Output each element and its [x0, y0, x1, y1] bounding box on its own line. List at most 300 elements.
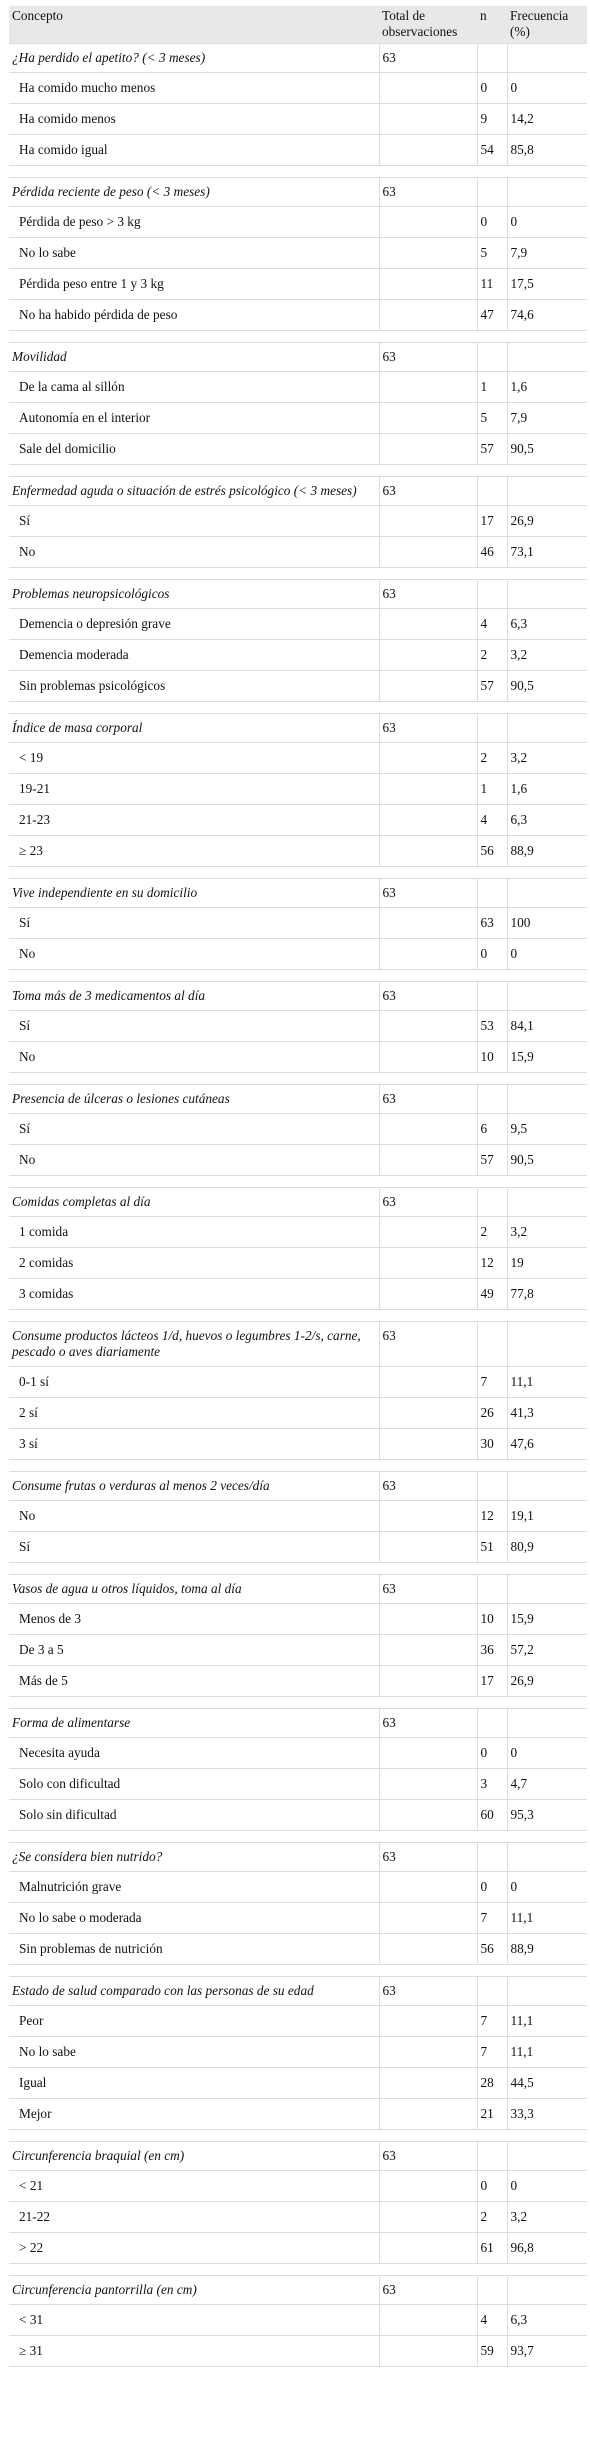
row-label: Ha comido menos [9, 104, 379, 135]
row-count: 49 [477, 1279, 507, 1310]
spacer-cell [477, 970, 507, 982]
row-frequency: 85,8 [507, 135, 587, 166]
section-total: 63 [379, 44, 477, 73]
section-freq-empty [507, 1472, 587, 1501]
row-count: 36 [477, 1635, 507, 1666]
row-label: Demencia o depresión grave [9, 609, 379, 640]
row-frequency: 80,9 [507, 1532, 587, 1563]
row-frequency: 6,3 [507, 805, 587, 836]
section-header-row [9, 178, 587, 207]
row-total-empty [379, 908, 477, 939]
section-n-empty [477, 1472, 507, 1501]
section-n-empty [477, 1575, 507, 1604]
spacer-cell [379, 1831, 477, 1843]
row-label: Más de 5 [9, 1666, 379, 1697]
table-row [9, 1398, 587, 1429]
row-total-empty [379, 1604, 477, 1635]
row-total-empty [379, 609, 477, 640]
table-row [9, 1145, 587, 1176]
table-row [9, 1217, 587, 1248]
row-count: 1 [477, 774, 507, 805]
spacer-cell [379, 867, 477, 879]
section-freq-empty [507, 1843, 587, 1872]
table-row [9, 1934, 587, 1965]
row-frequency: 6,3 [507, 2305, 587, 2336]
section-spacer [9, 568, 587, 580]
row-total-empty [379, 640, 477, 671]
row-total-empty [379, 1217, 477, 1248]
row-total-empty [379, 1738, 477, 1769]
table-row [9, 640, 587, 671]
section-freq-empty [507, 580, 587, 609]
section-header-row [9, 1472, 587, 1501]
row-total-empty [379, 1398, 477, 1429]
table-row [9, 1114, 587, 1145]
row-total-empty [379, 1903, 477, 1934]
row-label: Igual [9, 2068, 379, 2099]
section-title: Circunferencia braquial (en cm) [9, 2142, 379, 2171]
row-frequency: 14,2 [507, 104, 587, 135]
row-total-empty [379, 2202, 477, 2233]
section-n-empty [477, 1709, 507, 1738]
row-label: Sí [9, 1114, 379, 1145]
section-header-row [9, 1843, 587, 1872]
row-label: < 21 [9, 2171, 379, 2202]
spacer-cell [507, 702, 587, 714]
row-label: < 31 [9, 2305, 379, 2336]
row-total-empty [379, 300, 477, 331]
row-label: 3 sí [9, 1429, 379, 1460]
row-label: 2 comidas [9, 1248, 379, 1279]
table-row [9, 1903, 587, 1934]
row-label: Sí [9, 1532, 379, 1563]
section-freq-empty [507, 343, 587, 372]
spacer-cell [379, 1563, 477, 1575]
row-label: Autonomía en el interior [9, 403, 379, 434]
table-row [9, 805, 587, 836]
row-count: 21 [477, 2099, 507, 2130]
section-title: Presencia de úlceras o lesiones cutáneas [9, 1085, 379, 1114]
table-row [9, 2233, 587, 2264]
section-title: Índice de masa corporal [9, 714, 379, 743]
header-n: n [477, 6, 507, 44]
section-total: 63 [379, 982, 477, 1011]
row-total-empty [379, 805, 477, 836]
row-label: 1 comida [9, 1217, 379, 1248]
section-n-empty [477, 2142, 507, 2171]
section-freq-empty [507, 1977, 587, 2006]
row-frequency: 1,6 [507, 372, 587, 403]
row-frequency: 19 [507, 1248, 587, 1279]
row-label: No ha habido pérdida de peso [9, 300, 379, 331]
row-count: 6 [477, 1114, 507, 1145]
row-label: Mejor [9, 2099, 379, 2130]
row-label: Malnutrición grave [9, 1872, 379, 1903]
row-count: 5 [477, 238, 507, 269]
row-total-empty [379, 506, 477, 537]
spacer-cell [379, 166, 477, 178]
spacer-cell [9, 702, 379, 714]
row-total-empty [379, 2233, 477, 2264]
spacer-cell [9, 1073, 379, 1085]
row-label: 3 comidas [9, 1279, 379, 1310]
row-count: 17 [477, 506, 507, 537]
row-count: 17 [477, 1666, 507, 1697]
row-label: Solo con dificultad [9, 1769, 379, 1800]
section-freq-empty [507, 982, 587, 1011]
section-n-empty [477, 580, 507, 609]
spacer-cell [379, 1310, 477, 1322]
spacer-cell [379, 2130, 477, 2142]
row-total-empty [379, 2171, 477, 2202]
row-label: Demencia moderada [9, 640, 379, 671]
spacer-cell [379, 1965, 477, 1977]
row-total-empty [379, 836, 477, 867]
row-count: 61 [477, 2233, 507, 2264]
row-total-empty [379, 1635, 477, 1666]
row-count: 7 [477, 2006, 507, 2037]
spacer-cell [507, 1697, 587, 1709]
row-frequency: 100 [507, 908, 587, 939]
spacer-cell [9, 2130, 379, 2142]
row-label: 21-23 [9, 805, 379, 836]
table-row [9, 1011, 587, 1042]
section-freq-empty [507, 1188, 587, 1217]
row-label: Peor [9, 2006, 379, 2037]
section-n-empty [477, 879, 507, 908]
table-row [9, 1501, 587, 1532]
row-frequency: 88,9 [507, 1934, 587, 1965]
row-count: 7 [477, 1367, 507, 1398]
table-row [9, 1604, 587, 1635]
table-row [9, 2099, 587, 2130]
row-count: 30 [477, 1429, 507, 1460]
row-total-empty [379, 939, 477, 970]
table-row [9, 1738, 587, 1769]
row-label: Sin problemas de nutrición [9, 1934, 379, 1965]
row-total-empty [379, 1011, 477, 1042]
table-row [9, 1769, 587, 1800]
row-count: 2 [477, 743, 507, 774]
spacer-cell [507, 1831, 587, 1843]
table-row [9, 2068, 587, 2099]
section-freq-empty [507, 714, 587, 743]
row-total-empty [379, 1042, 477, 1073]
row-frequency: 26,9 [507, 506, 587, 537]
section-total: 63 [379, 1322, 477, 1367]
section-header-row [9, 1322, 587, 1367]
row-total-empty [379, 1769, 477, 1800]
spacer-cell [379, 1697, 477, 1709]
section-total: 63 [379, 2142, 477, 2171]
row-label: Ha comido igual [9, 135, 379, 166]
section-n-empty [477, 1322, 507, 1367]
spacer-cell [507, 867, 587, 879]
section-n-empty [477, 1843, 507, 1872]
section-freq-empty [507, 1085, 587, 1114]
table-row [9, 2171, 587, 2202]
section-header-row [9, 477, 587, 506]
row-count: 7 [477, 1903, 507, 1934]
spacer-cell [379, 568, 477, 580]
row-total-empty [379, 2305, 477, 2336]
row-frequency: 41,3 [507, 1398, 587, 1429]
section-title: Pérdida reciente de peso (< 3 meses) [9, 178, 379, 207]
row-count: 2 [477, 640, 507, 671]
row-count: 57 [477, 434, 507, 465]
table-row [9, 537, 587, 568]
section-total: 63 [379, 343, 477, 372]
row-frequency: 44,5 [507, 2068, 587, 2099]
row-frequency: 0 [507, 73, 587, 104]
section-header-row [9, 1709, 587, 1738]
section-freq-empty [507, 1322, 587, 1367]
section-spacer [9, 970, 587, 982]
table-row [9, 1279, 587, 1310]
spacer-cell [9, 1176, 379, 1188]
table-row [9, 2006, 587, 2037]
table-row [9, 269, 587, 300]
table-row [9, 908, 587, 939]
table-row [9, 2305, 587, 2336]
spacer-cell [477, 1176, 507, 1188]
row-label: Necesita ayuda [9, 1738, 379, 1769]
table-row [9, 104, 587, 135]
row-count: 0 [477, 1738, 507, 1769]
section-header-row [9, 714, 587, 743]
section-freq-empty [507, 1709, 587, 1738]
table-row [9, 1532, 587, 1563]
section-total: 63 [379, 1709, 477, 1738]
spacer-cell [9, 1563, 379, 1575]
section-n-empty [477, 714, 507, 743]
row-count: 57 [477, 1145, 507, 1176]
row-count: 57 [477, 671, 507, 702]
spacer-cell [379, 970, 477, 982]
section-n-empty [477, 2276, 507, 2305]
section-freq-empty [507, 178, 587, 207]
section-n-empty [477, 1188, 507, 1217]
section-total: 63 [379, 477, 477, 506]
spacer-cell [9, 1310, 379, 1322]
section-spacer [9, 2264, 587, 2276]
row-total-empty [379, 2336, 477, 2367]
section-title: Vive independiente en su domicilio [9, 879, 379, 908]
table-row [9, 434, 587, 465]
table-row [9, 1800, 587, 1831]
row-frequency: 33,3 [507, 2099, 587, 2130]
section-spacer [9, 465, 587, 477]
row-total-empty [379, 1934, 477, 1965]
row-frequency: 95,3 [507, 1800, 587, 1831]
row-total-empty [379, 743, 477, 774]
row-frequency: 0 [507, 2171, 587, 2202]
section-freq-empty [507, 44, 587, 73]
row-total-empty [379, 1800, 477, 1831]
row-count: 47 [477, 300, 507, 331]
row-frequency: 7,9 [507, 403, 587, 434]
row-frequency: 0 [507, 207, 587, 238]
section-spacer [9, 331, 587, 343]
section-header-row [9, 879, 587, 908]
row-frequency: 6,3 [507, 609, 587, 640]
row-total-empty [379, 1279, 477, 1310]
section-title: Enfermedad aguda o situación de estrés psicológico (< 3 meses) [9, 477, 379, 506]
section-n-empty [477, 343, 507, 372]
row-count: 4 [477, 609, 507, 640]
table-row [9, 1666, 587, 1697]
section-header-row [9, 1977, 587, 2006]
row-frequency: 93,7 [507, 2336, 587, 2367]
row-count: 56 [477, 836, 507, 867]
row-total-empty [379, 1872, 477, 1903]
spacer-cell [9, 331, 379, 343]
section-total: 63 [379, 1575, 477, 1604]
row-count: 63 [477, 908, 507, 939]
spacer-cell [9, 568, 379, 580]
section-header-row [9, 2276, 587, 2305]
row-total-empty [379, 774, 477, 805]
table-row [9, 774, 587, 805]
nutrition-assessment-table [9, 6, 587, 2367]
row-frequency: 15,9 [507, 1042, 587, 1073]
row-total-empty [379, 2068, 477, 2099]
row-total-empty [379, 1248, 477, 1279]
section-header-row [9, 343, 587, 372]
section-freq-empty [507, 879, 587, 908]
section-title: ¿Se considera bien nutrido? [9, 1843, 379, 1872]
row-label: No [9, 1501, 379, 1532]
row-frequency: 73,1 [507, 537, 587, 568]
spacer-cell [507, 166, 587, 178]
spacer-cell [507, 465, 587, 477]
section-header-row [9, 2142, 587, 2171]
section-header-row [9, 1575, 587, 1604]
section-n-empty [477, 44, 507, 73]
section-header-row [9, 580, 587, 609]
row-label: No [9, 537, 379, 568]
table-row [9, 1429, 587, 1460]
row-frequency: 4,7 [507, 1769, 587, 1800]
row-total-empty [379, 2099, 477, 2130]
spacer-cell [507, 1073, 587, 1085]
section-title: Toma más de 3 medicamentos al día [9, 982, 379, 1011]
section-total: 63 [379, 714, 477, 743]
section-total: 63 [379, 2276, 477, 2305]
row-count: 4 [477, 2305, 507, 2336]
spacer-cell [507, 970, 587, 982]
section-freq-empty [507, 2276, 587, 2305]
row-total-empty [379, 2006, 477, 2037]
section-n-empty [477, 1977, 507, 2006]
section-spacer [9, 1460, 587, 1472]
row-total-empty [379, 269, 477, 300]
table-row [9, 2336, 587, 2367]
row-frequency: 90,5 [507, 434, 587, 465]
section-header-row [9, 1188, 587, 1217]
spacer-cell [477, 1831, 507, 1843]
row-frequency: 0 [507, 939, 587, 970]
row-frequency: 47,6 [507, 1429, 587, 1460]
row-total-empty [379, 238, 477, 269]
row-label: > 22 [9, 2233, 379, 2264]
row-count: 2 [477, 2202, 507, 2233]
row-label: Ha comido mucho menos [9, 73, 379, 104]
section-freq-empty [507, 1575, 587, 1604]
table-row [9, 1635, 587, 1666]
section-spacer [9, 1073, 587, 1085]
row-count: 0 [477, 2171, 507, 2202]
spacer-cell [9, 166, 379, 178]
row-count: 0 [477, 73, 507, 104]
spacer-cell [379, 2264, 477, 2276]
spacer-cell [477, 2130, 507, 2142]
row-label: No lo sabe [9, 2037, 379, 2068]
spacer-cell [507, 1965, 587, 1977]
spacer-cell [507, 1176, 587, 1188]
row-label: No lo sabe [9, 238, 379, 269]
spacer-cell [507, 1310, 587, 1322]
row-label: Sale del domicilio [9, 434, 379, 465]
row-frequency: 11,1 [507, 2006, 587, 2037]
spacer-cell [477, 166, 507, 178]
row-label: 19-21 [9, 774, 379, 805]
row-count: 11 [477, 269, 507, 300]
row-total-empty [379, 135, 477, 166]
row-frequency: 11,1 [507, 1367, 587, 1398]
section-n-empty [477, 1085, 507, 1114]
spacer-cell [477, 465, 507, 477]
section-spacer [9, 1176, 587, 1188]
row-label: No [9, 1042, 379, 1073]
row-total-empty [379, 2037, 477, 2068]
spacer-cell [9, 1831, 379, 1843]
table-row [9, 372, 587, 403]
row-label: ≥ 31 [9, 2336, 379, 2367]
row-count: 7 [477, 2037, 507, 2068]
spacer-cell [379, 1176, 477, 1188]
row-frequency: 26,9 [507, 1666, 587, 1697]
section-title: Estado de salud comparado con las personas de su edad [9, 1977, 379, 2006]
spacer-cell [379, 465, 477, 477]
spacer-cell [9, 867, 379, 879]
section-spacer [9, 2130, 587, 2142]
row-frequency: 57,2 [507, 1635, 587, 1666]
spacer-cell [507, 1563, 587, 1575]
row-count: 46 [477, 537, 507, 568]
section-n-empty [477, 178, 507, 207]
spacer-cell [9, 1697, 379, 1709]
section-n-empty [477, 982, 507, 1011]
spacer-cell [477, 1073, 507, 1085]
row-count: 4 [477, 805, 507, 836]
row-frequency: 96,8 [507, 2233, 587, 2264]
row-total-empty [379, 1114, 477, 1145]
section-spacer [9, 1965, 587, 1977]
row-count: 0 [477, 1872, 507, 1903]
row-frequency: 7,9 [507, 238, 587, 269]
row-count: 2 [477, 1217, 507, 1248]
section-spacer [9, 867, 587, 879]
table-row [9, 1872, 587, 1903]
section-header-row [9, 982, 587, 1011]
row-total-empty [379, 207, 477, 238]
spacer-cell [379, 1073, 477, 1085]
spacer-cell [477, 568, 507, 580]
row-frequency: 11,1 [507, 2037, 587, 2068]
section-n-empty [477, 477, 507, 506]
section-total: 63 [379, 1188, 477, 1217]
